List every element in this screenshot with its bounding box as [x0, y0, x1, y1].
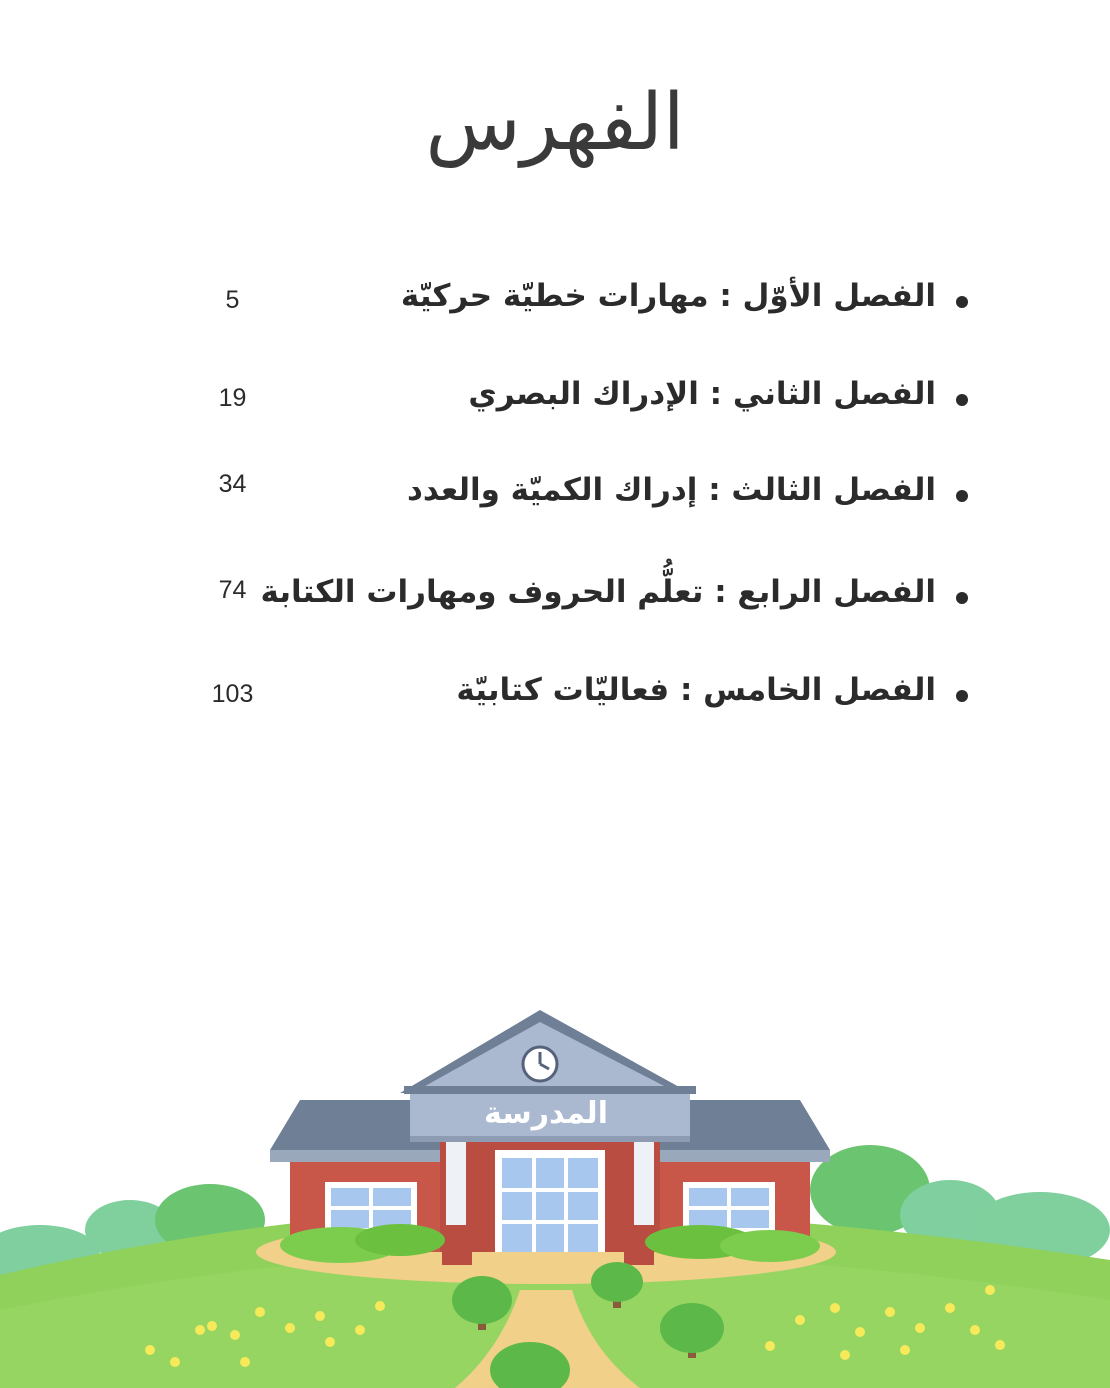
toc-row-chapter-1[interactable]	[0, 270, 1110, 330]
school-building-icon	[270, 1010, 830, 1265]
toc-row-chapter-3[interactable]	[0, 464, 1110, 524]
toc-entry-title: الفصل الأوّل : مهارات خطيّة حركيّة	[400, 278, 936, 314]
bullet-icon	[956, 690, 968, 702]
bullet-icon	[956, 394, 968, 406]
school-sign: المدرسة	[484, 1096, 608, 1131]
toc-entry-title: الفصل الثاني : الإدراك البصري	[468, 376, 936, 412]
toc-page-number: 5	[225, 286, 240, 314]
toc-entry-title: الفصل الثالث : إدراك الكميّة والعدد	[407, 472, 936, 508]
toc-row-chapter-5[interactable]	[0, 664, 1110, 724]
toc-page-number: 19	[218, 384, 247, 412]
toc-row-chapter-2[interactable]	[0, 368, 1110, 428]
bullet-icon	[956, 490, 968, 502]
toc-entry-title: الفصل الرابع : تعلُّم الحروف ومهارات الكتابة	[260, 574, 936, 610]
toc-row-chapter-4[interactable]	[0, 566, 1110, 626]
toc-entry-title: الفصل الخامس : فعاليّات كتابيّة	[456, 672, 936, 708]
toc-page-number: 74	[218, 576, 247, 604]
bullet-icon	[956, 592, 968, 604]
toc-page-number: 103	[211, 680, 254, 708]
clock-icon	[523, 1047, 557, 1081]
school-illustration	[0, 990, 1110, 1388]
toc-page-number: 34	[218, 470, 247, 498]
page-title: الفهرس	[425, 78, 685, 168]
bullet-icon	[956, 296, 968, 308]
